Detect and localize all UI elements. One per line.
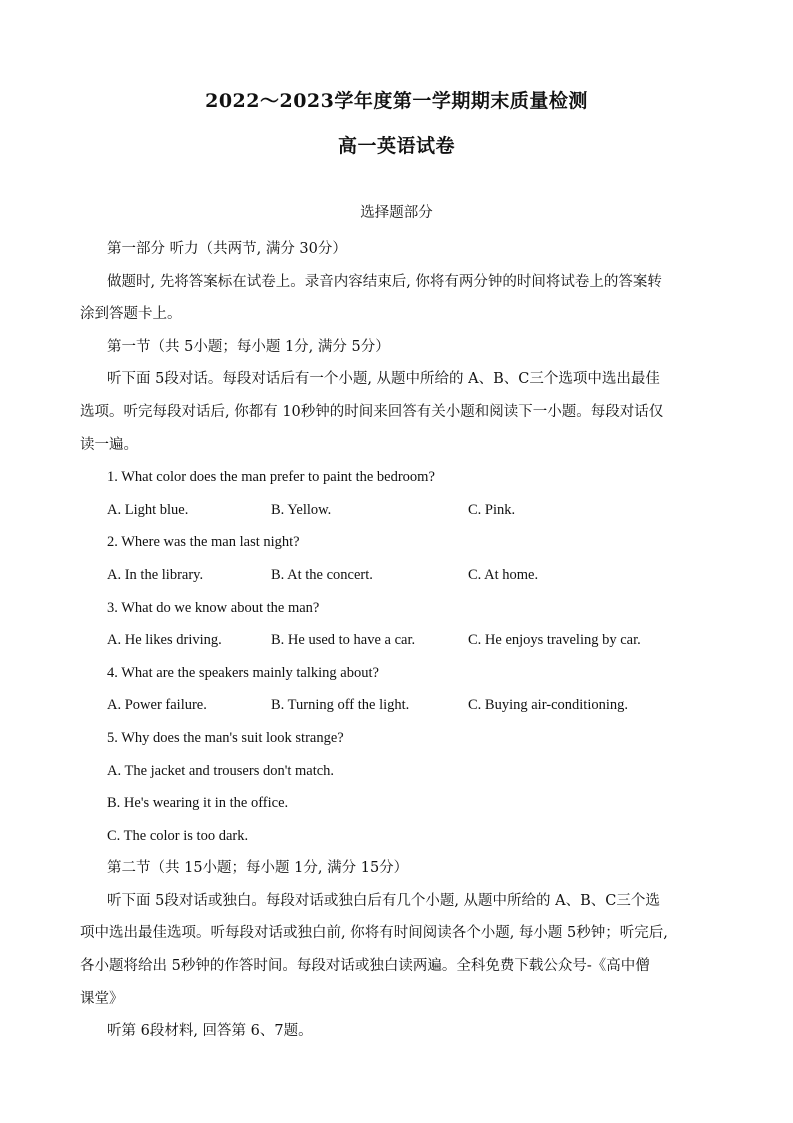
part1-instruction-line1: 做题时, 先将答案标在试卷上。录音内容结束后, 你将有两分钟的时间将试卷上的答案转 [107,273,662,290]
part1-instruction-line2: 涂到答题卡上。 [80,306,182,323]
option-a: A. Light blue. [107,501,189,518]
option-c: C. At home. [468,566,539,583]
option-c: C. Pink. [468,501,516,518]
option-b: B. He used to have a car. [271,632,416,649]
option-a: A. He likes driving. [107,632,222,649]
option-c: C. Buying air-conditioning. [468,697,629,714]
section2-directions-line2: 项中选出最佳选项。听每段对话或独白前, 你将有时间阅读各个小题, 每小题 5秒钟；听完后, [80,925,668,942]
option-a: A. In the library. [107,566,204,583]
option-c: C. The color is too dark. [107,827,249,844]
section1-directions-line2: 选项。听完每段对话后, 你都有 10秒钟的时间来回答有关小题和阅读下一小题。每段对话仅 [80,403,664,420]
question-options [107,494,721,527]
section2-directions-line3: 各小题将给出 5秒钟的作答时间。每段对话或独白读两遍。全科免费下载公众号-《高中僧 [80,958,650,975]
option-c: C. He enjoys traveling by car. [468,632,641,649]
question-options [107,624,721,657]
material-6-instruction: 听第 6段材料, 回答第 6、7题。 [107,1023,313,1040]
option-a: A. Power failure. [107,697,207,714]
section1-directions-line1: 听下面 5段对话。每段对话后有一个小题, 从题中所给的 A、B、C三个选项中选出最佳 [107,371,660,388]
section2-directions-line1: 听下面 5段对话或独白。每段对话或独白后有几个小题, 从题中所给的 A、B、C三个选 [107,892,660,909]
section2-heading: 第二节（共 15小题；每小题 1分, 满分 15分） [107,860,409,877]
option-b: B. At the concert. [271,566,373,583]
question-stem: 2. Where was the man last night? [107,534,300,551]
option-a: A. The jacket and trousers don't match. [107,762,335,779]
option-b: B. Yellow. [271,501,332,518]
question-options [107,559,721,592]
question-stem: 1. What color does the man prefer to paint the bedroom? [107,469,435,486]
section1-directions-line3: 读一遍。 [80,436,138,453]
exam-subtitle: 高一英语试卷 [337,135,455,157]
section2-directions-line4: 课堂》 [80,990,124,1007]
option-b: B. He's wearing it in the office. [107,795,289,812]
question-stem: 3. What do we know about the man? [107,599,320,616]
question-stem: 5. Why does the man's suit look strange? [107,729,344,746]
section-label: 选择题部分 [360,205,433,221]
option-b: B. Turning off the light. [271,697,410,714]
exam-title: 2022～2023学年度第一学期期末质量检测 [205,90,588,112]
question-stem: 4. What are the speakers mainly talking about? [107,664,379,681]
part1-heading: 第一部分 听力（共两节, 满分 30分） [107,241,347,257]
question-options [107,689,721,722]
section1-heading: 第一节（共 5小题；每小题 1分, 满分 5分） [107,338,390,355]
exam-content [80,233,721,1048]
